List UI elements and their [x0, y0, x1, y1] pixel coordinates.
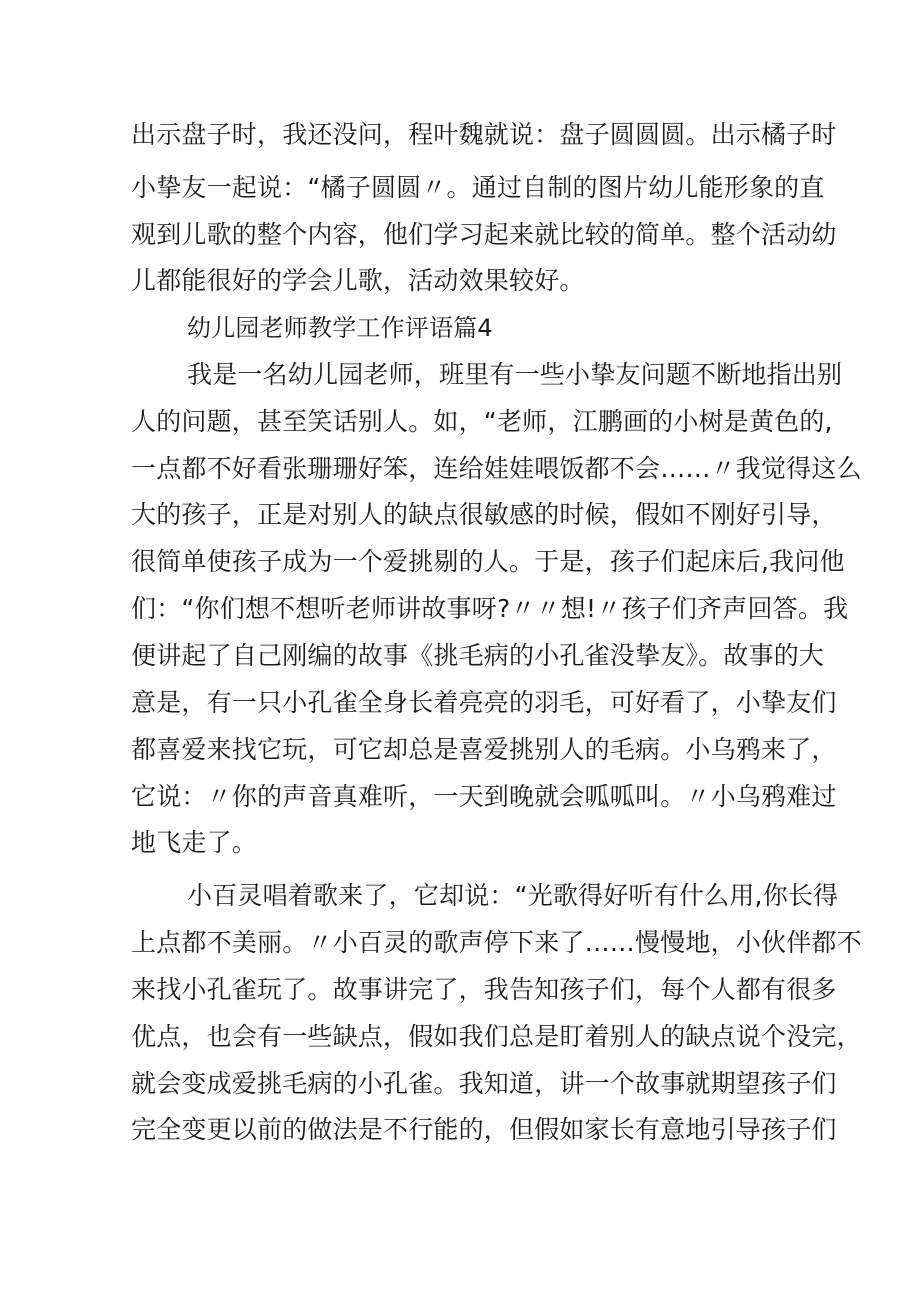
paragraph-line: 上点都不美丽。〃小百灵的歌声停下来了……慢慢地，小伙伴都不: [131, 928, 862, 957]
paragraph-line: 便讲起了自己刚编的故事《挑毛病的小孔雀没挚友》。故事的大: [131, 641, 825, 670]
paragraph-line: 出示盘子时，我还没问，程叶魏就说：盘子圆圆圆。出示橘子时: [131, 120, 837, 149]
paragraph-line: 小挚友一起说：“橘子圆圆〃。通过自制的图片幼儿能形象的直: [131, 173, 825, 202]
section-heading: 幼儿园老师教学工作评语篇4: [187, 314, 493, 342]
paragraph-line: 意是，有一只小孔雀全身长着亮亮的羽毛，可好看了，小挚友们: [131, 688, 837, 717]
paragraph-line: 都喜爱来找它玩，可它却总是喜爱挑别人的毛病。小乌鸦来了，: [131, 735, 837, 764]
paragraph-line: 完全变更以前的做法是不行能的，但假如家长有意地引导孩子们: [131, 1115, 837, 1144]
paragraph-line: 它说：〃你的声音真难听，一天到晚就会呱呱叫。〃小乌鸦难过: [131, 782, 837, 811]
paragraph-line: 一点都不好看张珊珊好笨，连给娃娃喂饭都不会……〃我觉得这么: [131, 454, 862, 483]
paragraph-line: 小百灵唱着歌来了，它却说：“光歌得好听有什么用,你长得: [187, 881, 839, 910]
paragraph-line: 人的问题，甚至笑话别人。如，“老师，江鹏画的小树是黄色的,: [131, 407, 833, 436]
paragraph-line: 优点，也会有一些缺点，假如我们总是盯着别人的缺点说个没完，: [131, 1022, 862, 1051]
paragraph-line: 们：“你们想不想听老师讲故事呀?〃〃想!〃孩子们齐声回答。我: [131, 594, 849, 623]
paragraph-line: 观到儿歌的整个内容，他们学习起来就比较的简单。整个活动幼: [131, 220, 837, 249]
paragraph-line: 来找小孔雀玩了。故事讲完了，我告知孩子们，每个人都有很多: [131, 975, 837, 1004]
paragraph-line: 地飞走了。: [131, 828, 258, 857]
paragraph-line: 很简单使孩子成为一个爱挑剔的人。于是，孩子们起床后,我问他: [131, 547, 845, 576]
paragraph-line: 就会变成爱挑毛病的小孔雀。我知道，讲一个故事就期望孩子们: [131, 1069, 837, 1098]
paragraph-line: 大的孩子，正是对别人的缺点很敏感的时候，假如不刚好引导，: [131, 500, 837, 529]
paragraph-line: 儿都能很好的学会儿歌，活动效果较好。: [131, 266, 585, 295]
paragraph-line: 我是一名幼儿园老师，班里有一些小挚友问题不断地指出别: [187, 360, 843, 389]
